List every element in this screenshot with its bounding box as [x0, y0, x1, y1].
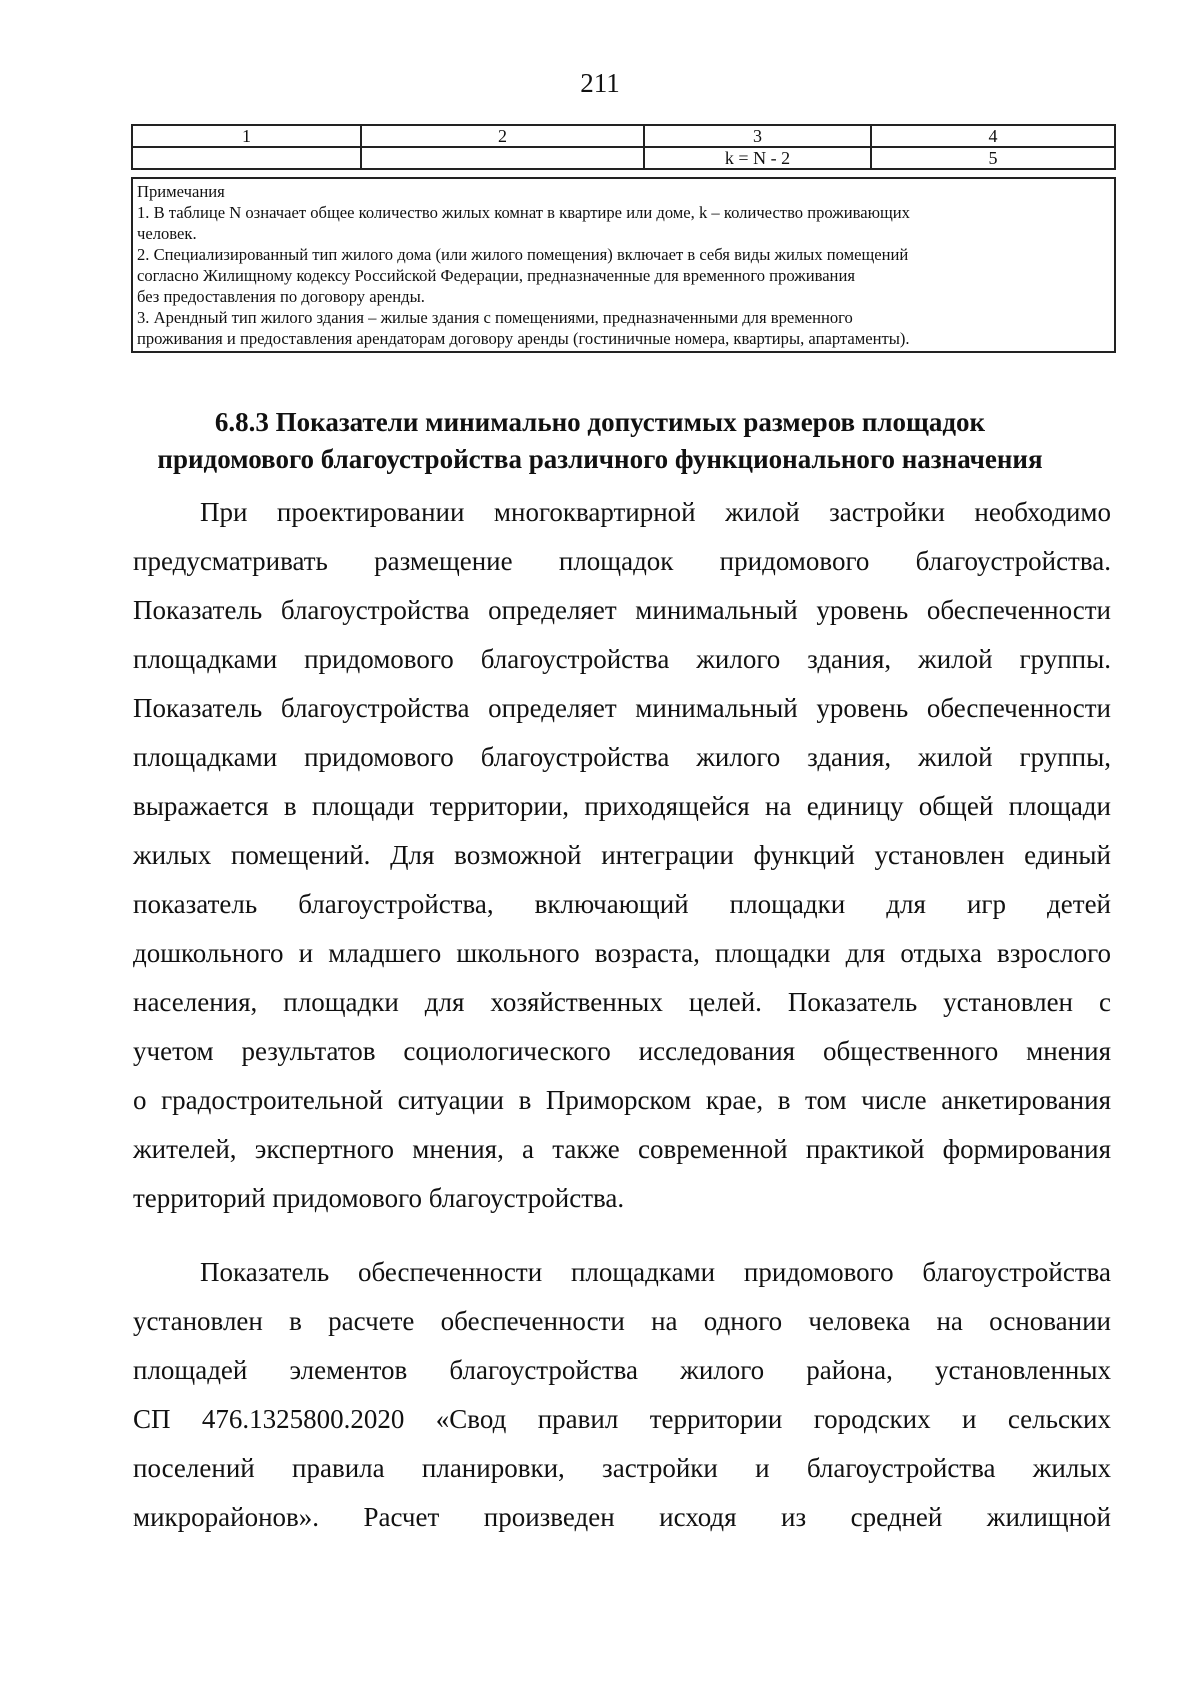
text-line: учетом результатов социологического исследования общественного мнения — [133, 1036, 1111, 1066]
table-cell: 3 — [644, 125, 871, 147]
note-line: 3. Арендный тип жилого здания – жилые здания с помещениями, предназначенными для временного — [137, 308, 853, 327]
text-line: микрорайонов». Расчет произведен исходя из средней жилищной — [133, 1502, 1111, 1532]
table-fragment — [131, 124, 1116, 170]
text-line: дошкольного и младшего школьного возраста, площадки для отдыха взрослого — [133, 938, 1111, 968]
table-cell: 5 — [871, 147, 1115, 169]
table-cell — [132, 147, 361, 169]
table-header-row — [132, 125, 1115, 147]
table-notes — [131, 177, 1116, 353]
note-line: проживания и предоставления арендаторам договору аренды (гостиничные номера, квартиры, апартаменты). — [137, 329, 910, 348]
note-line: согласно Жилищному кодексу Российской Федерации, предназначенные для временного проживания — [137, 266, 855, 285]
text-line: установлен в расчете обеспеченности на одного человека на основании — [133, 1306, 1111, 1336]
table-cell: k = N - 2 — [644, 147, 871, 169]
text-line: жителей, экспертного мнения, а также современной практикой формирования — [133, 1134, 1111, 1164]
text-line: территорий придомового благоустройства. — [133, 1183, 625, 1213]
text-line: площадей элементов благоустройства жилого района, установленных — [133, 1355, 1111, 1385]
note-line: 2. Специализированный тип жилого дома (или жилого помещения) включает в себя виды жилых помещений — [137, 245, 909, 264]
table-cell: 1 — [132, 125, 361, 147]
text-line: о градостроительной ситуации в Приморском крае, в том числе анкетирования — [133, 1085, 1111, 1115]
text-line: СП 476.1325800.2020 «Свод правил территории городских и сельских — [133, 1404, 1111, 1434]
heading-line: придомового благоустройства различного функционального назначения — [157, 444, 1043, 474]
text-line: предусматривать размещение площадок придомового благоустройства. — [133, 546, 1111, 576]
text-line: жилых помещений. Для возможной интеграции функций установлен единый — [133, 840, 1111, 870]
table-cell: 2 — [361, 125, 644, 147]
table-row — [132, 147, 1115, 169]
text-line: Показатель благоустройства определяет минимальный уровень обеспеченности — [133, 693, 1111, 723]
paragraph-1 — [133, 488, 1111, 1223]
paragraph-2 — [133, 1248, 1111, 1542]
table-cell — [361, 147, 644, 169]
note-line: 1. В таблице N означает общее количество жилых комнат в квартире или доме, k – количество проживающих — [137, 203, 910, 222]
table-cell: 4 — [871, 125, 1115, 147]
text-line: При проектировании многоквартирной жилой застройки необходимо — [200, 497, 1111, 527]
paragraph-gap — [133, 1223, 1111, 1248]
text-line: выражается в площади территории, приходящейся на единицу общей площади — [133, 791, 1111, 821]
text-line: Показатель благоустройства определяет минимальный уровень обеспеченности — [133, 595, 1111, 625]
note-line: без предоставления по договору аренды. — [137, 287, 425, 306]
page-number: 211 — [580, 68, 620, 98]
text-line: населения, площадки для хозяйственных целей. Показатель установлен с — [133, 987, 1111, 1017]
text-line: площадками придомового благоустройства жилого здания, жилой группы. — [133, 644, 1111, 674]
body-text — [133, 488, 1111, 1542]
heading-line: 6.8.3 Показатели минимально допустимых размеров площадок — [214, 407, 986, 437]
text-line: Показатель обеспеченности площадками придомового благоустройства — [200, 1257, 1111, 1287]
text-line: показатель благоустройства, включающий площадки для игр детей — [133, 889, 1111, 919]
note-line: человек. — [137, 224, 197, 243]
section-heading — [0, 404, 1200, 478]
text-line: площадками придомового благоустройства жилого здания, жилой группы, — [133, 742, 1111, 772]
notes-title: Примечания — [137, 182, 225, 201]
text-line: поселений правила планировки, застройки и благоустройства жилых — [133, 1453, 1111, 1483]
